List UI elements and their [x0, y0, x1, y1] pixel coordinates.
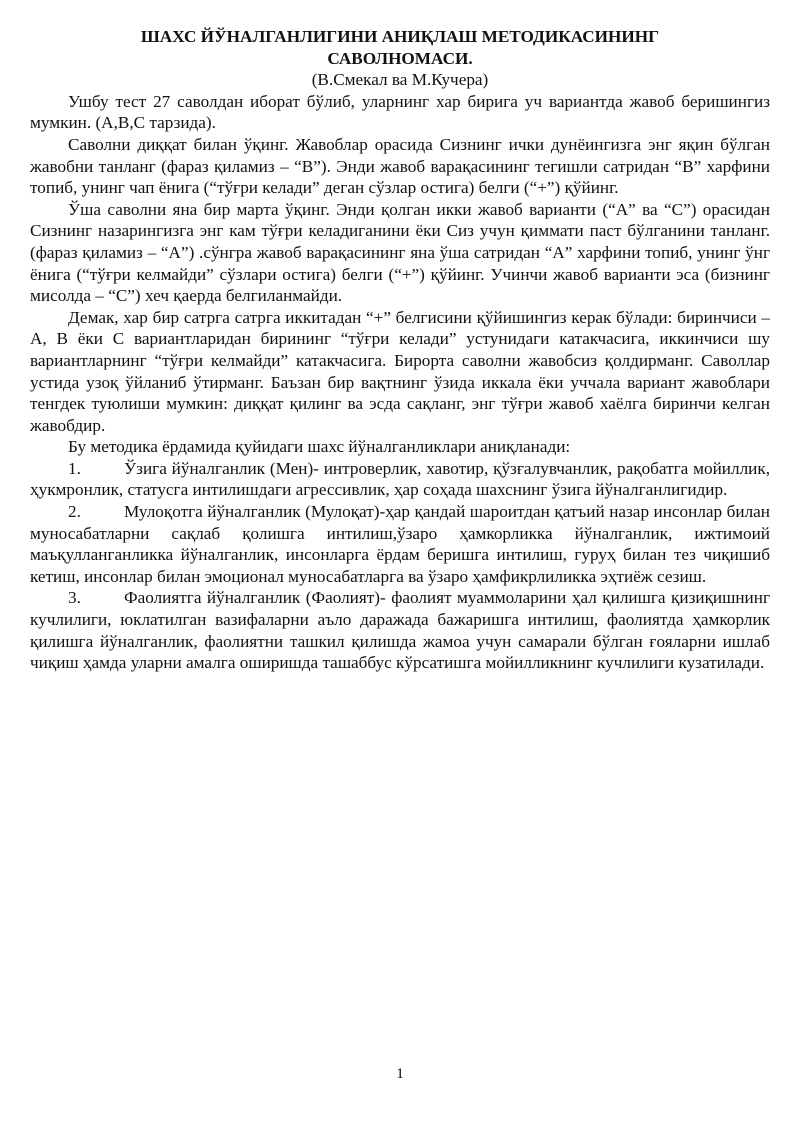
- page-number: 1: [396, 1066, 404, 1082]
- list-item-text: Фаолиятга йўналганлик (Фаолият)- фаолият муаммоларини ҳал қилишга қизиқишнинг кучлилиги, юклатилган вазифаларни аъло даражада бажаришга интилиш, фаолиятда ҳамкорлик қилишга йўналганлик, фаолиятни ташкил қилишда жамоа учун самарали бўлган ғояларни ишлаб чиқиш ҳамда уларни амалга оширишда ташаббус кўрсатишга мойилликнинг кучлилиги кузатилади.: [30, 588, 770, 673]
- list-item-text: Ўзига йўналганлик (Мен)- интроверлик, хавотир, қўзғалувчанлик, рақобатга мойиллик, ҳукмронлик, статусга интилишдаги агрессивлик, ҳар соҳада шахснинг ўзига йўналганлигидир.: [30, 458, 770, 500]
- document-title: ШАХС ЙЎНАЛГАНЛИГИНИ АНИҚЛАШ МЕТОДИКАСИНИНГ САВОЛНОМАСИ.: [140, 27, 660, 68]
- paragraph-instruction-summary: Демак, хар бир сатрга сатрга иккитадан “+” белгисини қўйишингиз керак бўлади: биринчиси – А, В ёки С вариантларидан бирининг “тўғри келади” устунидаги катакчасига, иккинчиси шу вариантларнинг “тўғри келмайди” катакчасига. Бирорта саволни жавобсиз қолдирманг. Саволлар устида узоқ ўйланиб ўтирманг. Баъзан бир вақтнинг ўзида иккала ёки уччала вариант жавоблари тенгдек туюлиши мумкин: диққат қилинг ва эсда сақланг, энг тўғри жавоб хаёлга биринчи келган жавобдир.: [30, 307, 770, 435]
- list-item: [30, 501, 770, 587]
- paragraph-intro: Ушбу тест 27 саволдан иборат бўлиб, уларнинг хар бирига уч вариантда жавоб беришингиз мумкин. (А,В,С тарзида).: [30, 91, 770, 133]
- list-item-number: 3.: [68, 588, 81, 608]
- list-item-number: 1.: [68, 458, 81, 478]
- list-item: [30, 458, 770, 501]
- paragraph-orientations-lead: Бу методика ёрдамида қуйидаги шахс йўналганликлари аниқланади:: [68, 437, 571, 457]
- paragraph-instruction-second-choice: Ўша саволни яна бир марта ўқинг. Энди қолган икки жавоб варианти (“А” ва “С”) орасидан Сизнинг назарингизга энг кам тўғри келадиганини ёки Сиз учун қиммати паст бўлганини танланг. (фараз қиламиз – “А”) .сўнгра жавоб варақасининг яна ўша сатридан “А” харфини топиб, унинг ўнг ёнига (“тўғри келмайди” сўзлари остига) белги (“+”) қўйинг. Учинчи жавоб варианти эса (бизнинг мисолда – “С”) хеч қаерда белгиланмайди.: [30, 199, 770, 306]
- list-item-text: Мулоқотга йўналганлик (Мулоқат)-ҳар қандай шароитдан қатъий назар инсонлар билан муносабатларни сақлаб қолишга интилиш,ўзаро ҳамкорликка йўналганлик, ижтимоий маъқулланганликка йўналганлик, инсонларга ёрдам беришга интилиш, гуруҳ билан тез чиқишиб кетиш, инсонлар билан эмоционал муносабатларга ва ўзаро ҳамфикрлиликка эҳтиёж сезиш.: [30, 502, 770, 586]
- paragraph-instruction-first-choice: Саволни диққат билан ўқинг. Жавоблар орасида Сизнинг ички дунёингизга энг яқин бўлган жавобни танланг (фараз қиламиз – “В”). Энди жавоб варақасининг тегишли сатридан “В” харфини топиб, унинг чап ёнига (“тўғри келади” деган сўзлар остига) белги (“+”) қўйинг.: [30, 134, 770, 198]
- list-item-number: 2.: [68, 502, 81, 522]
- document-authors: (В.Смекал ва М.Кучера): [311, 70, 489, 90]
- list-item: [30, 587, 770, 673]
